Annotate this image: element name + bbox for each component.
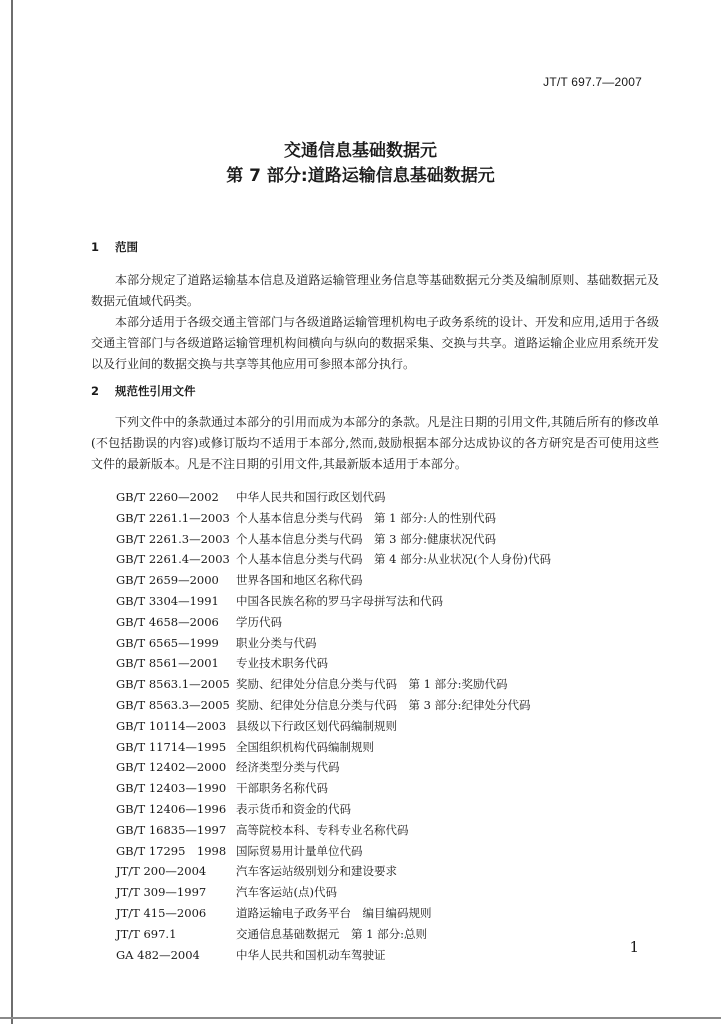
reference-item bbox=[116, 739, 551, 760]
reference-title: 奖励、纪律处分信息分类与代码 第 3 部分:纪律处分代码 bbox=[236, 697, 531, 712]
reference-code: GB/T 2659—2000 bbox=[116, 573, 219, 588]
section-2-number: 2 bbox=[91, 384, 100, 398]
reference-code: GB/T 2261.4—2003 bbox=[116, 552, 230, 567]
document-subtitle: 第 7 部分:道路运输信息基础数据元 bbox=[226, 166, 495, 186]
reference-title: 个人基本信息分类与代码 第 4 部分:从业状况(个人身份)代码 bbox=[236, 552, 551, 567]
normative-references-paragraph: 下列文件中的条款通过本部分的引用而成为本部分的条款。凡是注日期的引用文件,其随后所有的修改单(不包括勘误的内容)或修订版均不适用于本部分,然而,鼓励根据本部分达成协议的各方研究是否可使用这些文件的最新版本。凡是不注日期的引用文件,其最新版本适用于本部分。 bbox=[91, 415, 659, 471]
reference-item bbox=[116, 863, 551, 884]
reference-item bbox=[116, 635, 551, 656]
reference-code: GB/T 17295 1998 bbox=[116, 843, 227, 858]
reference-code: JT/T 309—1997 bbox=[116, 885, 207, 900]
reference-item bbox=[116, 843, 551, 864]
reference-code: GB/T 12406—1996 bbox=[116, 801, 227, 816]
reference-code: GB/T 11714—1995 bbox=[116, 739, 227, 754]
reference-item bbox=[116, 510, 551, 531]
reference-code: GB/T 3304—1991 bbox=[116, 593, 219, 608]
reference-code: GB/T 10114—2003 bbox=[116, 718, 227, 733]
reference-code: GB/T 12402—2000 bbox=[116, 760, 227, 775]
reference-title: 中国各民族名称的罗马字母拼写法和代码 bbox=[236, 593, 443, 608]
reference-item bbox=[116, 572, 551, 593]
reference-title: 职业分类与代码 bbox=[236, 635, 317, 650]
section-1-number: 1 bbox=[91, 240, 100, 254]
reference-code: GB/T 8563.1—2005 bbox=[116, 677, 230, 692]
reference-item bbox=[116, 780, 551, 801]
reference-code: GB/T 2261.3—2003 bbox=[116, 531, 230, 546]
reference-title: 县级以下行政区划代码编制规则 bbox=[236, 718, 397, 733]
reference-title: 干部职务名称代码 bbox=[236, 781, 328, 796]
reference-title: 学历代码 bbox=[236, 614, 282, 629]
reference-title: 中华人民共和国行政区划代码 bbox=[236, 490, 386, 504]
reference-item bbox=[116, 655, 551, 676]
section-2-title: 规范性引用文件 bbox=[115, 384, 196, 398]
reference-title: 世界各国和地区名称代码 bbox=[236, 573, 363, 588]
reference-item bbox=[116, 822, 551, 843]
reference-item bbox=[116, 759, 551, 780]
reference-item bbox=[116, 884, 551, 905]
reference-item bbox=[116, 801, 551, 822]
scope-paragraph-2: 本部分适用于各级交通主管部门与各级道路运输管理机构电子政务系统的设计、开发和应用,适用于各级交通主管部门与各级道路运输管理机构间横向与纵向的数据采集、交换与共享。道路运输企业应用系统开发以及行业间的数据交换与共享等其他应用可参照本部分执行。 bbox=[91, 315, 659, 371]
reference-item bbox=[116, 718, 551, 739]
reference-title: 表示货币和资金的代码 bbox=[236, 801, 351, 816]
reference-item bbox=[116, 676, 551, 697]
reference-list bbox=[116, 489, 551, 967]
reference-item bbox=[116, 489, 551, 510]
scope-paragraph-1: 本部分规定了道路运输基本信息及道路运输管理业务信息等基础数据元分类及编制原则、基础数据元及数据元值域代码类。 bbox=[91, 273, 659, 308]
reference-code: GB/T 8561—2001 bbox=[116, 656, 219, 671]
reference-code: GB/T 16835—1997 bbox=[116, 822, 227, 837]
reference-title: 高等院校本科、专科专业名称代码 bbox=[236, 822, 409, 837]
section-1-title: 范围 bbox=[115, 240, 138, 254]
reference-code: JT/T 697.1 bbox=[116, 926, 177, 941]
reference-code: GB/T 12403—1990 bbox=[116, 781, 227, 796]
page-bottom-edge bbox=[0, 1017, 721, 1019]
reference-code: GB/T 2260—2002 bbox=[116, 490, 219, 504]
reference-item bbox=[116, 614, 551, 635]
reference-code: GB/T 8563.3—2005 bbox=[116, 697, 230, 712]
reference-title: 汽车客运站(点)代码 bbox=[236, 885, 337, 900]
document-title: 交通信息基础数据元 bbox=[284, 141, 437, 161]
reference-title: 中华人民共和国机动车驾驶证 bbox=[236, 947, 386, 962]
page-number: 1 bbox=[629, 938, 639, 956]
reference-title: 国际贸易用计量单位代码 bbox=[236, 843, 363, 858]
reference-title: 汽车客运站级别划分和建设要求 bbox=[236, 864, 397, 879]
reference-title: 交通信息基础数据元 第 1 部分:总则 bbox=[236, 926, 428, 941]
section-2-heading bbox=[91, 383, 196, 399]
reference-code: GA 482—2004 bbox=[116, 947, 200, 962]
reference-code: JT/T 415—2006 bbox=[116, 905, 207, 920]
reference-title: 个人基本信息分类与代码 第 3 部分:健康状况代码 bbox=[236, 531, 496, 546]
reference-item bbox=[116, 697, 551, 718]
reference-code: GB/T 4658—2006 bbox=[116, 614, 219, 629]
reference-title: 奖励、纪律处分信息分类与代码 第 1 部分:奖励代码 bbox=[236, 677, 508, 692]
section-1-heading bbox=[91, 239, 138, 255]
reference-code: JT/T 200—2004 bbox=[116, 864, 207, 879]
standard-code: JT/T 697.7—2007 bbox=[543, 75, 642, 89]
reference-item bbox=[116, 905, 551, 926]
reference-title: 全国组织机构代码编制规则 bbox=[236, 739, 374, 754]
reference-code: GB/T 6565—1999 bbox=[116, 635, 219, 650]
reference-item bbox=[116, 551, 551, 572]
reference-item bbox=[116, 593, 551, 614]
reference-code: GB/T 2261.1—2003 bbox=[116, 510, 230, 525]
reference-title: 经济类型分类与代码 bbox=[236, 760, 340, 775]
reference-title: 道路运输电子政务平台 编目编码规则 bbox=[236, 905, 432, 920]
reference-item bbox=[116, 947, 551, 968]
reference-item bbox=[116, 531, 551, 552]
reference-title: 专业技术职务代码 bbox=[236, 656, 328, 671]
reference-item bbox=[116, 926, 551, 947]
reference-title: 个人基本信息分类与代码 第 1 部分:人的性别代码 bbox=[236, 510, 496, 525]
